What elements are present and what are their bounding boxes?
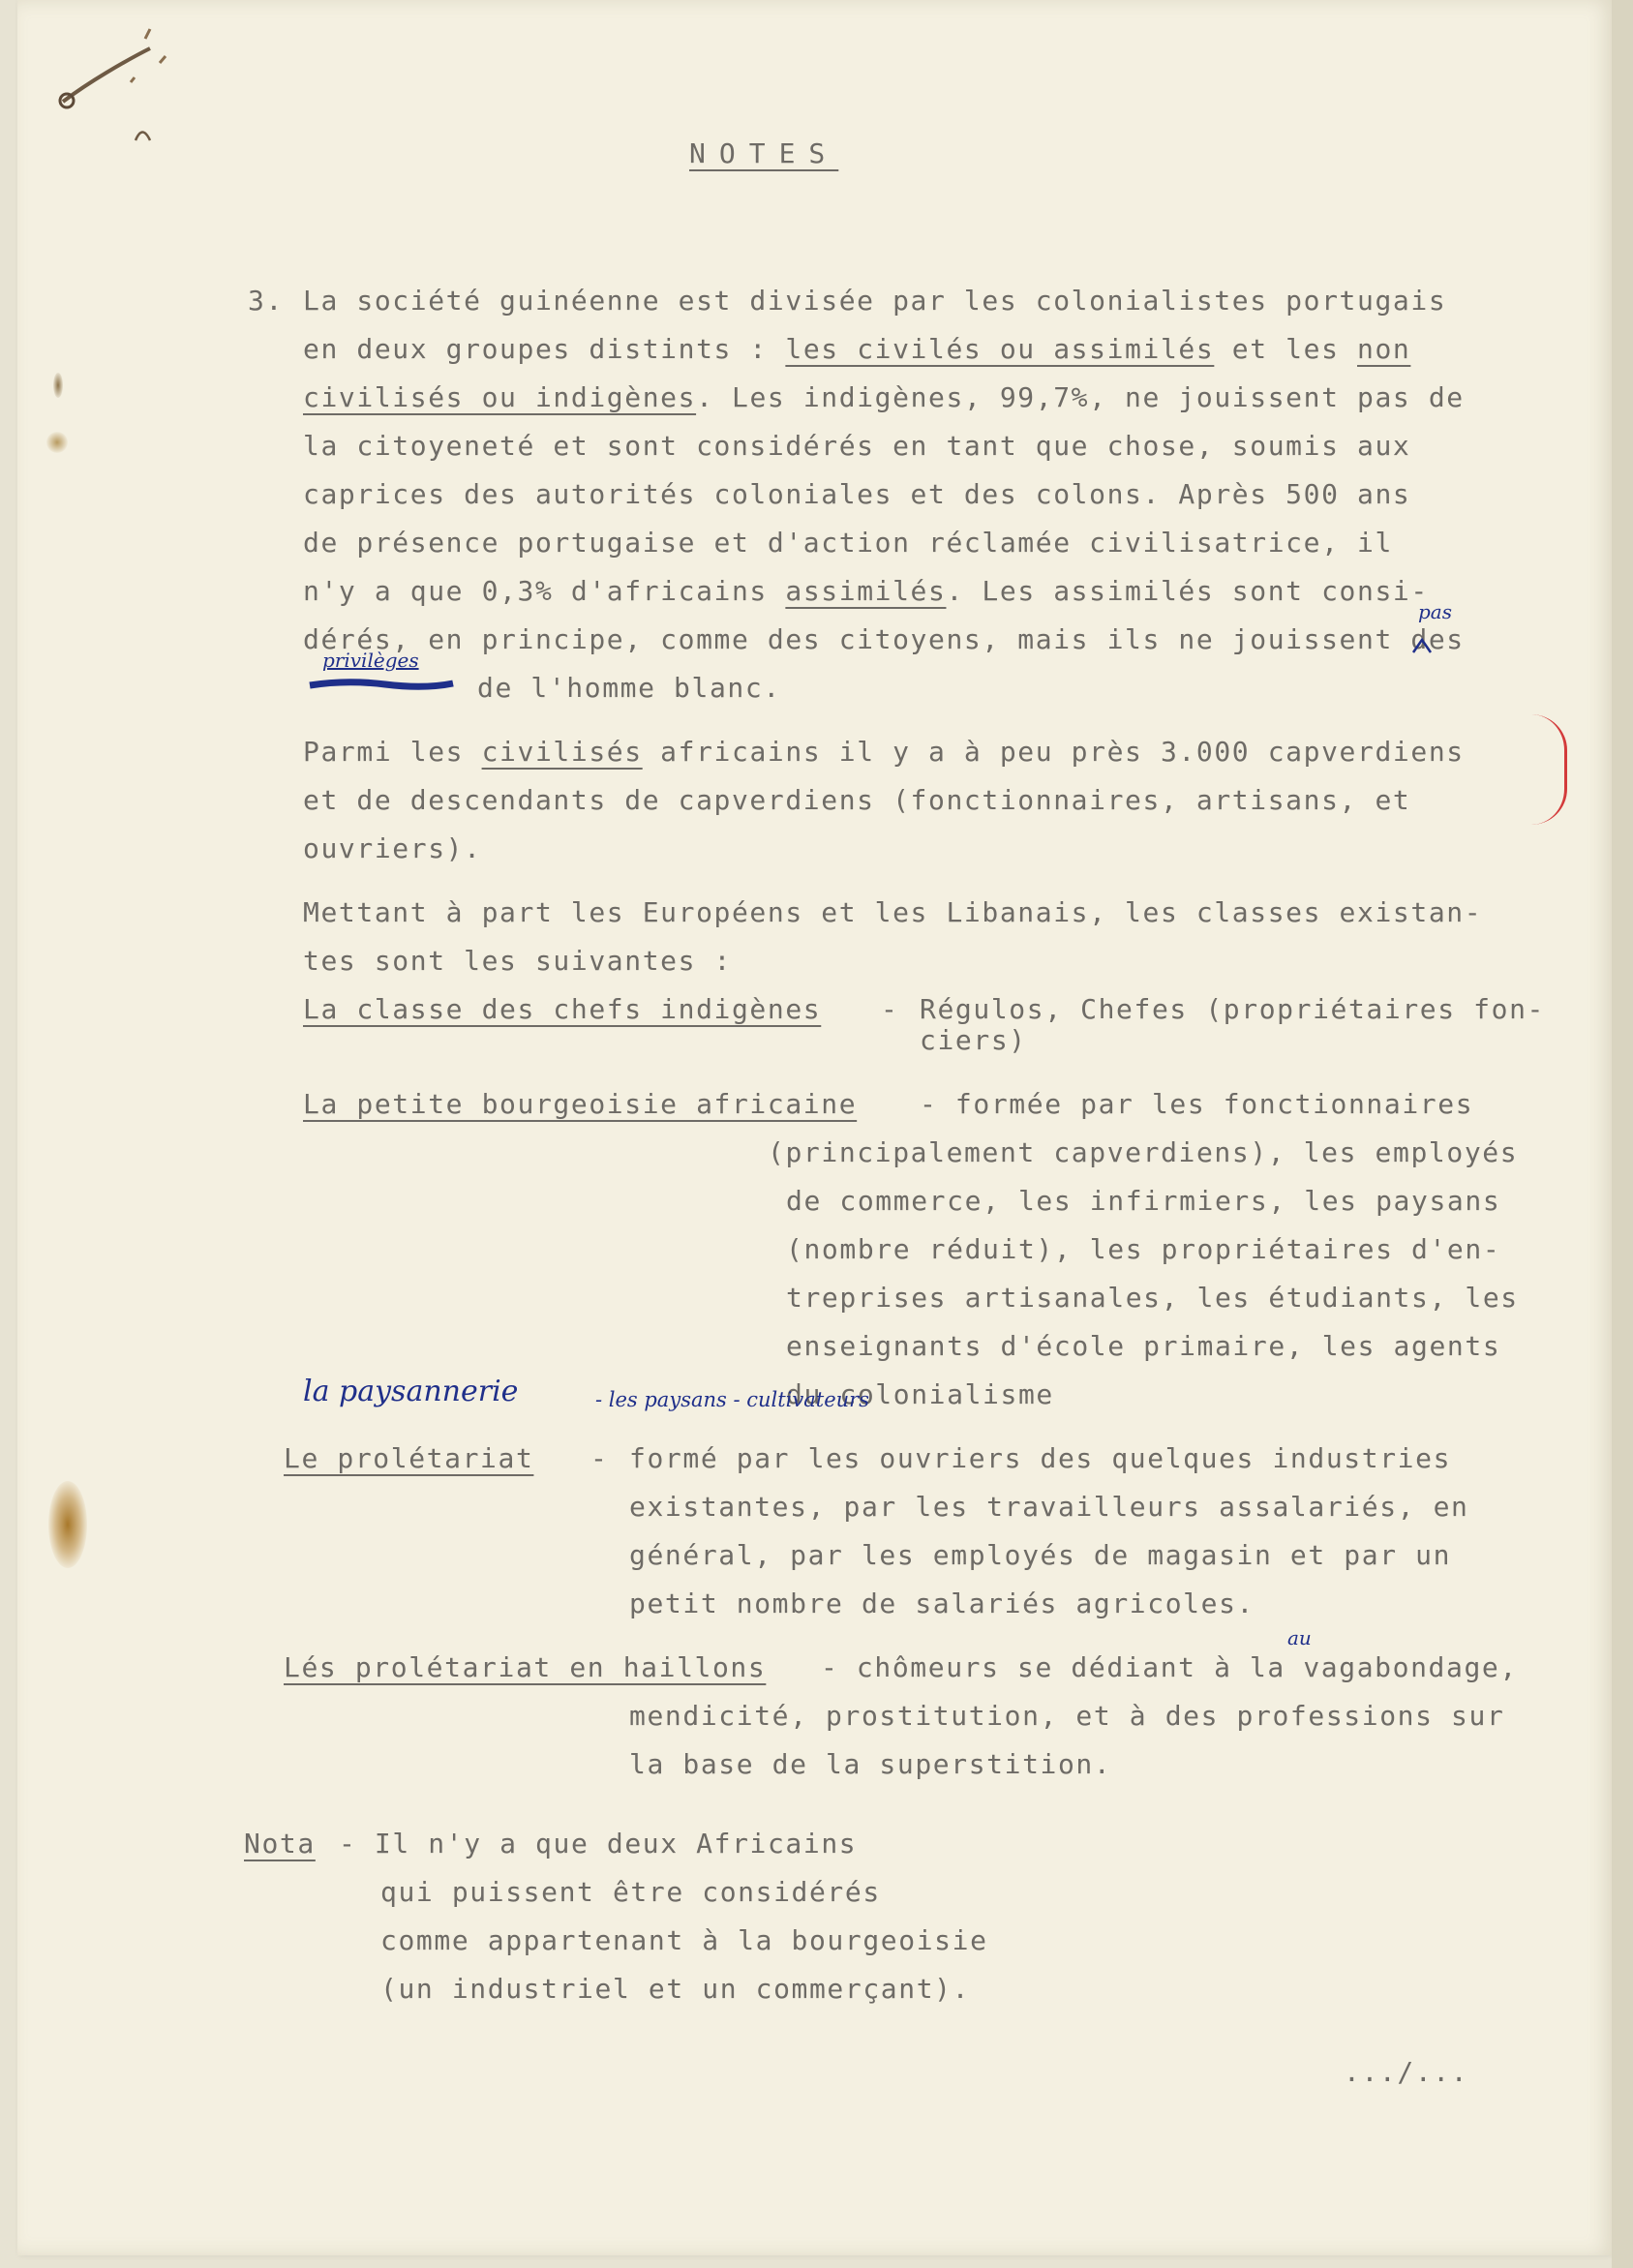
strikethrough-mark [308,676,455,695]
dash: - [590,1442,609,1474]
body-line: comme appartenant à la bourgeoisie [380,1924,988,1956]
body-line [303,374,1465,422]
body-line: ouvriers). [303,832,482,864]
handwritten-paysans: - les paysans - cultivateurs [595,1388,869,1411]
body-line: La société guinéenne est divisée par les colonialistes portugais [303,285,1447,317]
body-line: mendicité, prostitution, et à des professions sur [629,1700,1505,1732]
body-line: Mettant à part les Européens et les Libanais, les classes existan- [303,896,1483,928]
underlined-term: assimilés [785,575,947,607]
paperclip-rust-mark [53,19,179,155]
underlined-term: civilisés ou indigènes [303,381,697,413]
body-line: et de descendants de capverdiens (fonctionnaires, artisans, et [303,784,1411,816]
body-line: ciers) [920,1024,1027,1056]
body-line: - chômeurs se dédiant à la vagabondage, [821,1651,1518,1683]
body-line: de l'homme blanc. [477,672,781,704]
body-line: (principalement capverdiens), les employés [768,1136,1519,1168]
paper-stain [46,432,68,453]
body-line: formé par les ouvriers des quelques industries [629,1442,1452,1474]
body-line: tes sont les suivantes : [303,945,732,977]
body-line [303,567,1429,616]
body-line: du colonialisme [786,1378,1054,1410]
body-line: Régulos, Chefes (propriétaires fon- [920,993,1546,1025]
body-line: dérés, en principe, comme des citoyens, mais ils ne jouissent des [303,623,1465,655]
body-line: existantes, par les travailleurs assalariés, en [629,1491,1469,1523]
body-line: qui puissent être considérés [380,1876,881,1908]
body-line: - formée par les fonctionnaires [920,1088,1474,1120]
text-run: en deux groupes distints : [303,333,786,365]
body-line: de commerce, les infirmiers, les paysans [786,1185,1501,1217]
underlined-term: non [1357,333,1411,365]
underlined-term: civilisés [481,736,643,768]
body-line: la base de la superstition. [629,1748,1112,1780]
continuation-mark: .../... [1344,2056,1469,2088]
text-run: et les [1214,333,1358,365]
paper-stain [53,373,63,398]
handwritten-paysannerie: la paysannerie [303,1375,519,1408]
body-line: général, par les employés de magasin et par un [629,1539,1452,1571]
text-run: . Les indigènes, 99,7%, ne jouissent pas de [696,381,1465,413]
body-line [303,325,1410,374]
handwritten-pas: pas [1418,600,1452,623]
body-line: la citoyeneté et sont considérés en tant que chose, soumis aux [303,430,1411,462]
text-run: Parmi les [303,736,482,768]
class-label-proletariat: Le prolétariat [284,1442,534,1474]
nota-label: Nota [244,1828,316,1860]
handwritten-au: au [1287,1626,1312,1649]
class-label-bourgeoisie: La petite bourgeoisie africaine [303,1088,858,1120]
body-line: petit nombre de salariés agricoles. [629,1588,1255,1619]
underlined-term: les civilés ou assimilés [785,333,1215,365]
text-run: . Les assimilés sont consi- [946,575,1429,607]
handwritten-privileges: privilèges [322,649,419,672]
text-run: africains il y a à peu près 3.000 capverdiens [642,736,1465,768]
body-line [303,728,1465,776]
body-line: enseignants d'école primaire, les agents [786,1330,1501,1362]
body-line: (un industriel et un commerçant). [380,1973,971,2005]
class-label-haillons: Lés prolétariat en haillons [284,1651,767,1683]
page-edge [1612,0,1633,2268]
page-title: NOTES [689,137,839,169]
point-number: 3. [248,285,284,317]
body-line: caprices des autorités coloniales et des colons. Après 500 ans [303,478,1411,510]
dash: - [881,993,899,1025]
paper-stain [48,1481,87,1568]
text-run: n'y a que 0,3% d'africains [303,575,786,607]
body-line: treprises artisanales, les étudiants, les [786,1282,1519,1314]
insertion-caret [1411,637,1433,654]
body-line: de présence portugaise et d'action réclamée civilisatrice, il [303,527,1393,559]
body-line: - Il n'y a que deux Africains [339,1828,858,1860]
class-label-chefs: La classe des chefs indigènes [303,993,822,1025]
body-line: (nombre réduit), les propriétaires d'en- [786,1233,1501,1265]
